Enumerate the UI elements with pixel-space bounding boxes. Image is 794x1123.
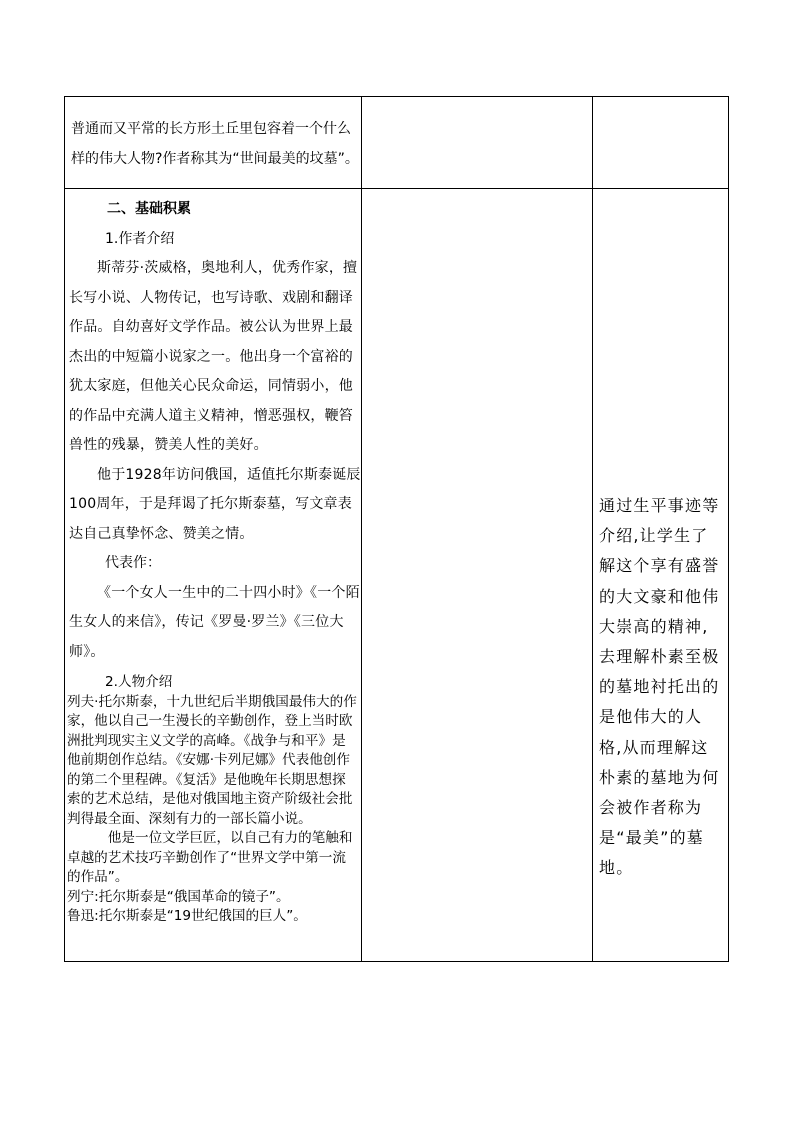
character-paragraph: 列夫·托尔斯泰，十九世纪后半期俄国最伟大的作家，他以自己一生漫长的辛勤创作，登上当时欧洲批判现实主义文学的高峰。《战争与和平》是他前期创作总结。《安娜·卡列尼娜》代表他创作的第二个里程碑。《复活》是他晚年长期思想探索的艺术总结，是他对俄国地主资产阶级社会批判得最全面、深刻有力的一部长篇小说。 — [67, 693, 357, 827]
table-row — [65, 189, 729, 962]
works-text: 《一个女人一生中的二十四小时》《一个陌生女人的来信》，传记《罗曼·罗兰》《三位大师》。 — [69, 584, 360, 660]
question-text: 普通而又平常的长方形土丘里包容着一个什么样的伟大人物?作者称其为“世间最美的坟墓”。 — [71, 121, 359, 167]
table-row — [65, 97, 729, 189]
author-paragraph: 斯蒂芬·茨威格，奥地利人，优秀作家，擅长写小说、人物传记，也写诗歌、戏剧和翻译作品。自幼喜好文学作品。被公认为世界上最杰出的中短篇小说家之一。他出身一个富裕的犹太家庭，但他关心民众命运，同情弱小，他的作品中充满人道主义精神，憎恶强权，鞭笞兽性的残暴，赞美人性的美好。 — [69, 260, 358, 453]
section-heading: 二、基础积累 — [107, 201, 191, 217]
lenin-quote: 列宁:托尔斯泰是“俄国革命的镜子”。 — [67, 888, 290, 905]
activity-cell — [362, 189, 593, 962]
luxun-quote: 鲁迅:托尔斯泰是“19世纪俄国的巨人”。 — [67, 908, 307, 924]
intent-cell — [593, 189, 729, 962]
content-cell — [65, 97, 362, 189]
lesson-plan-table — [64, 96, 729, 962]
works-label: 代表作： — [105, 555, 161, 571]
intent-cell — [593, 97, 729, 189]
character-praise-paragraph: 他是一位文学巨匠，以自己有力的笔触和卓越的艺术技巧辛勤创作了“世界文学中第一流的作品”。 — [67, 830, 353, 885]
author-visit-paragraph: 他于1928年访问俄国，适值托尔斯泰诞辰100周年，于是拜谒了托尔斯泰墓，写文章表达自己真挚怀念、赞美之情。 — [69, 466, 361, 542]
author-intro-title: 1.作者介绍 — [105, 230, 175, 247]
design-intent-note: 通过生平事迹等介绍,让学生了解这个享有盛誉的大文豪和他伟大崇高的精神,去理解朴素至极的墓地衬托出的是他伟大的人格,从而理解这朴素的墓地为何会被作者称为是“最美”的墓地。 — [599, 496, 720, 878]
activity-cell — [362, 97, 593, 189]
character-intro-title: 2.人物介绍 — [105, 674, 173, 690]
content-cell — [65, 189, 362, 962]
